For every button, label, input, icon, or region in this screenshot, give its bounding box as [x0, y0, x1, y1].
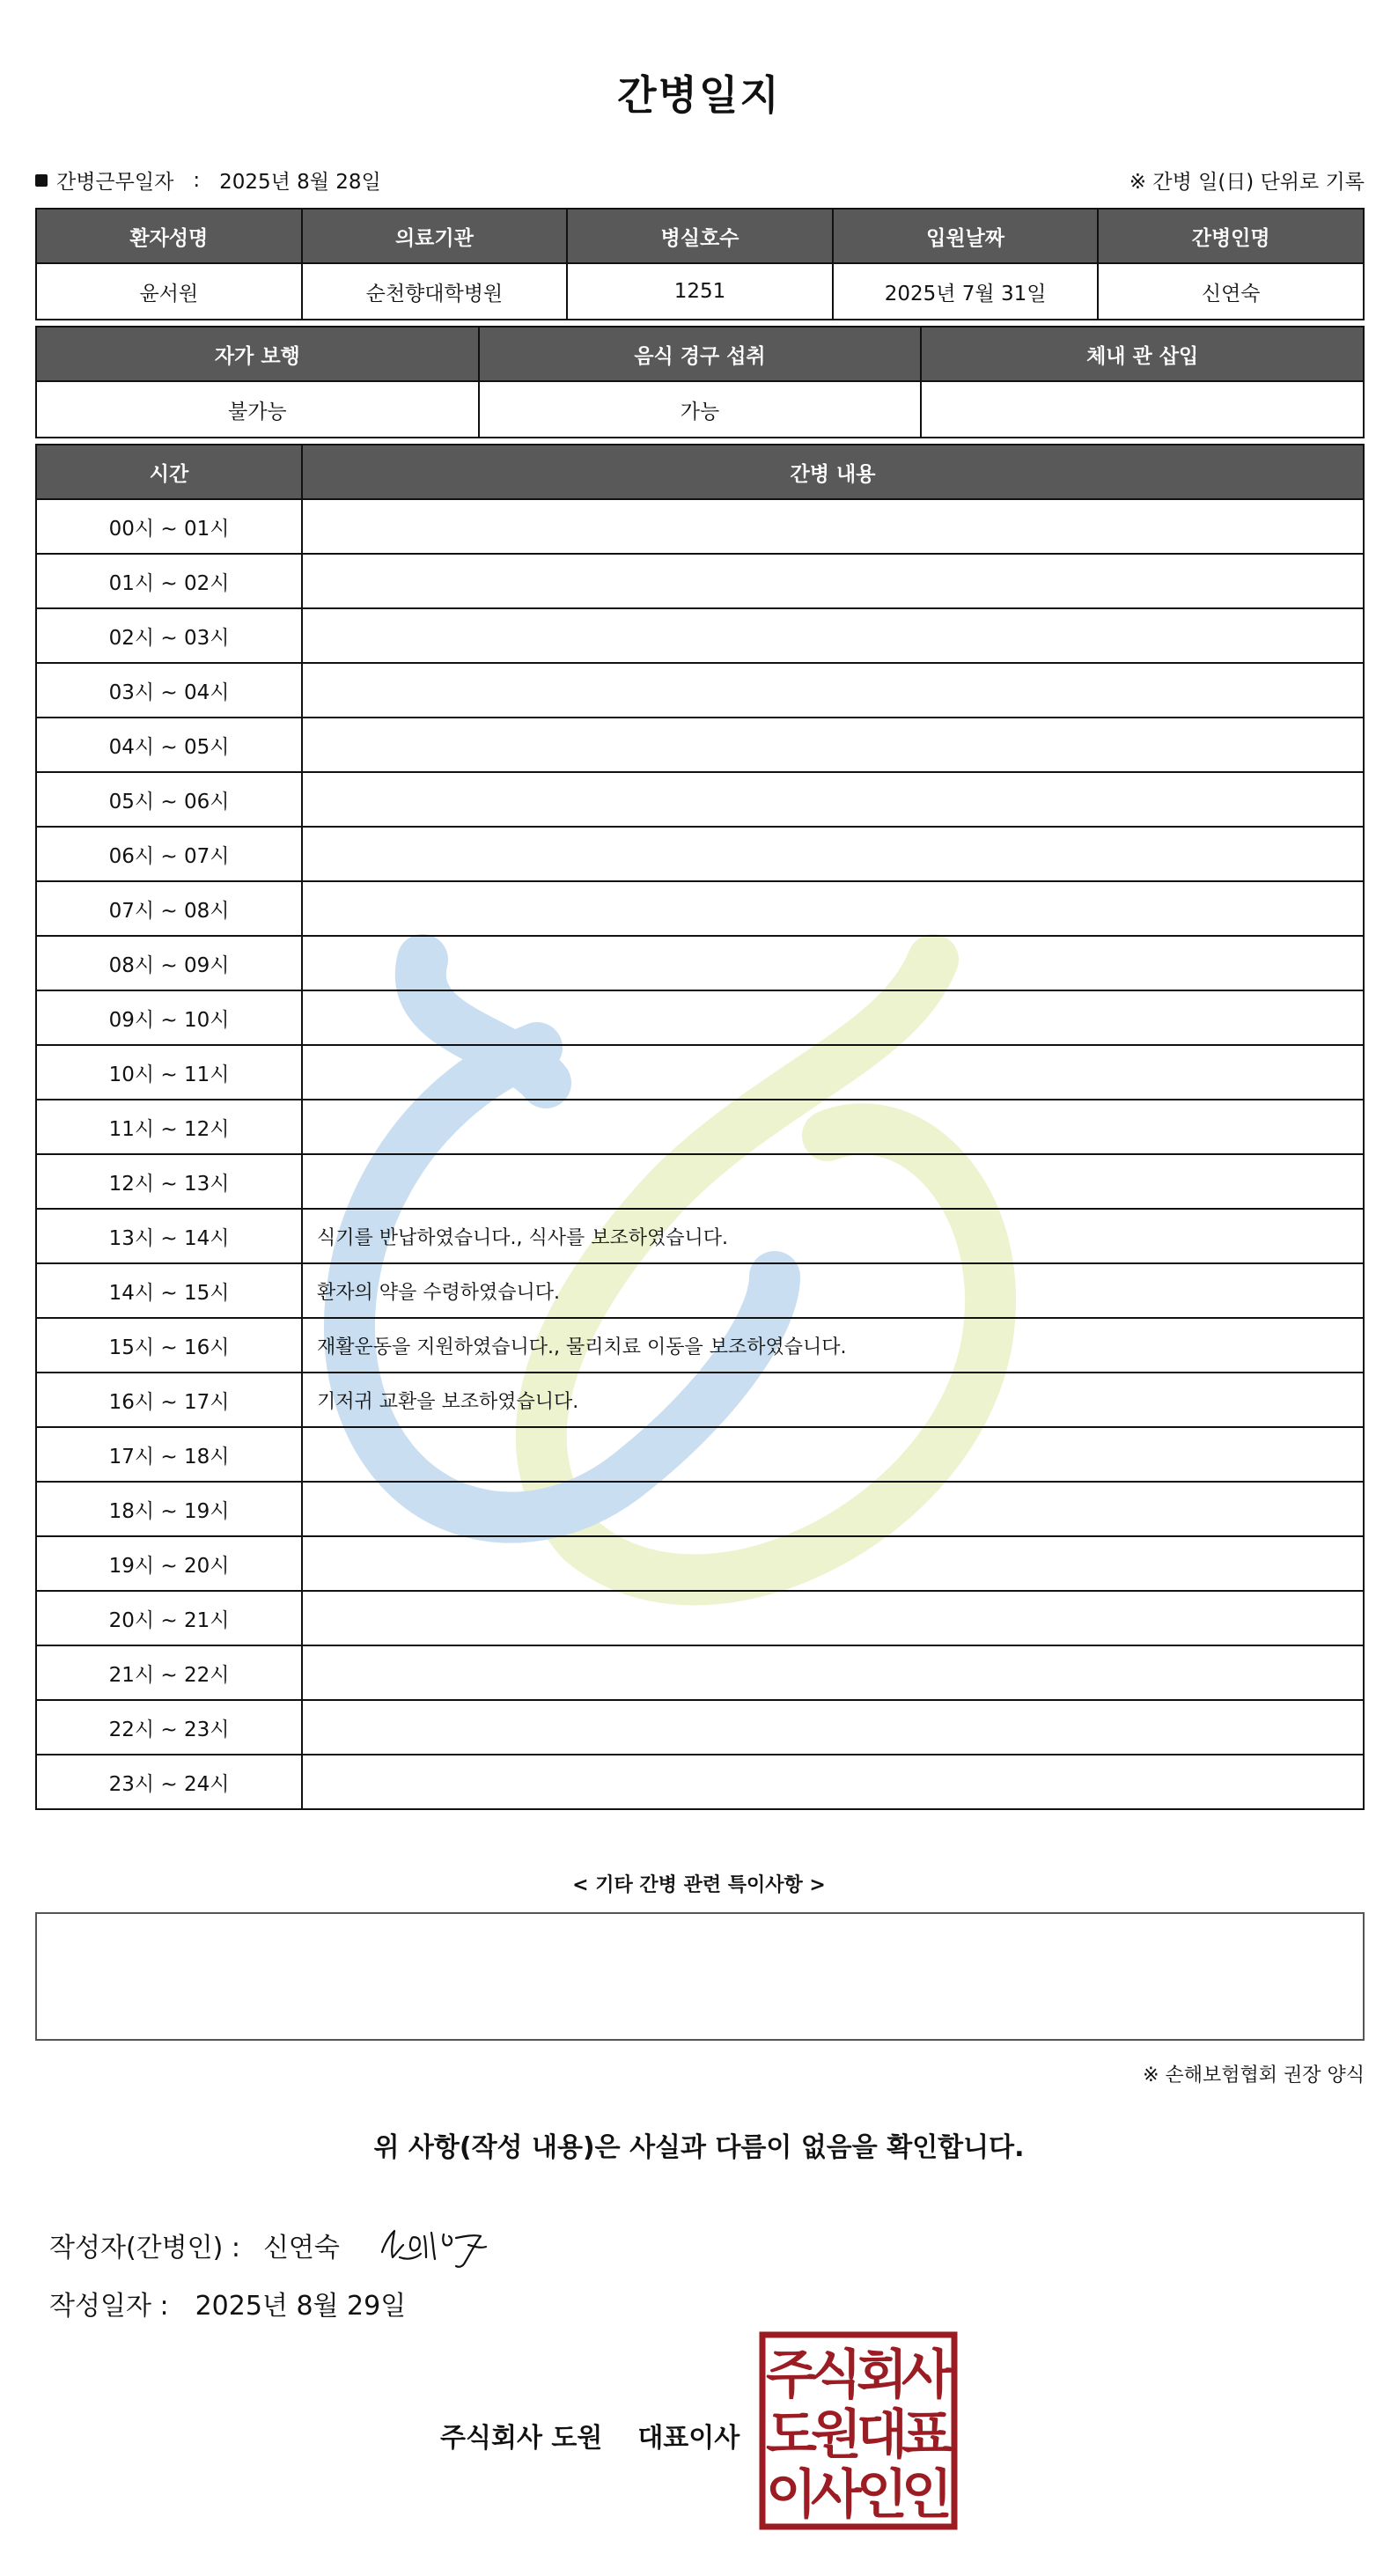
care-log-content [302, 1755, 1364, 1809]
care-log-time: 17시 ~ 18시 [36, 1427, 302, 1482]
care-log-content [302, 1045, 1364, 1100]
patient-info-table [35, 208, 1365, 320]
care-log-content [302, 1645, 1364, 1700]
care-log-row [36, 1645, 1364, 1700]
care-log-time: 22시 ~ 23시 [36, 1700, 302, 1755]
care-log-time: 18시 ~ 19시 [36, 1482, 302, 1536]
svg-text:사: 사 [901, 2344, 953, 2406]
care-log-body [36, 499, 1364, 1809]
care-log-time: 05시 ~ 06시 [36, 772, 302, 827]
square-bullet-icon [35, 174, 48, 187]
care-log-content [302, 608, 1364, 663]
care-log-content [302, 499, 1364, 554]
care-log-row [36, 1427, 1364, 1482]
care-log-row [36, 499, 1364, 554]
care-log-row [36, 827, 1364, 881]
care-log-time: 15시 ~ 16시 [36, 1318, 302, 1373]
care-log-row [36, 1755, 1364, 1809]
care-log-time: 13시 ~ 14시 [36, 1209, 302, 1263]
ability-header-row [36, 327, 1364, 381]
header-caregiver-name: 간병인명 [1098, 209, 1364, 263]
care-log-time: 11시 ~ 12시 [36, 1100, 302, 1154]
admission-date: 2025년 7월 31일 [833, 263, 1099, 320]
care-log-row [36, 1318, 1364, 1373]
patient-ability-table [35, 326, 1365, 438]
care-log-row [36, 772, 1364, 827]
care-log-row [36, 1263, 1364, 1318]
handwritten-signature [373, 2219, 497, 2271]
header-patient-name: 환자성명 [36, 209, 302, 263]
oral-intake-value: 가능 [479, 381, 922, 438]
care-log-content [302, 936, 1364, 990]
care-log-row [36, 936, 1364, 990]
care-log-content [302, 1427, 1364, 1482]
patient-name: 윤서원 [36, 263, 302, 320]
svg-text:식: 식 [811, 2344, 862, 2406]
svg-text:인: 인 [901, 2464, 953, 2526]
care-log-time: 12시 ~ 13시 [36, 1154, 302, 1209]
svg-text:주: 주 [766, 2344, 817, 2406]
write-date-value: 2025년 8월 29일 [195, 2291, 407, 2322]
care-log-time: 03시 ~ 04시 [36, 663, 302, 718]
care-log-row [36, 1209, 1364, 1263]
care-log-row [36, 1045, 1364, 1100]
care-log-content: 식기를 반납하였습니다., 식사를 보조하였습니다. [302, 1209, 1364, 1263]
patient-info-header-row [36, 209, 1364, 263]
care-log-content [302, 554, 1364, 608]
work-date-line [35, 166, 1365, 194]
care-log-content: 환자의 약을 수령하였습니다. [302, 1263, 1364, 1318]
care-log-row [36, 1591, 1364, 1645]
work-date [35, 166, 381, 195]
write-date-line [49, 2284, 406, 2322]
care-log-time: 07시 ~ 08시 [36, 881, 302, 936]
care-log-row [36, 1373, 1364, 1427]
room-number: 1251 [567, 263, 833, 320]
header-self-walking: 자가 보행 [36, 327, 479, 381]
hospital-name: 순천향대학병원 [302, 263, 568, 320]
caregiver-name: 신연숙 [1098, 263, 1364, 320]
unit-note: ※ 간병 일(日) 단위로 기록 [1129, 171, 1365, 194]
care-log-content: 기저귀 교환을 보조하였습니다. [302, 1373, 1364, 1427]
care-log-time: 19시 ~ 20시 [36, 1536, 302, 1591]
care-log-time: 02시 ~ 03시 [36, 608, 302, 663]
care-log-time: 10시 ~ 11시 [36, 1045, 302, 1100]
work-date-separator: : [193, 168, 201, 192]
header-time: 시간 [36, 445, 302, 499]
care-log-time: 04시 ~ 05시 [36, 718, 302, 772]
svg-text:도: 도 [766, 2404, 817, 2466]
header-care-content: 간병 내용 [302, 445, 1364, 499]
care-log-row [36, 1482, 1364, 1536]
header-hospital: 의료기관 [302, 209, 568, 263]
care-log-row [36, 663, 1364, 718]
work-date-label: 간병근무일자 [56, 171, 174, 194]
svg-text:사: 사 [811, 2464, 862, 2526]
care-log-content [302, 1536, 1364, 1591]
care-log-time: 08시 ~ 09시 [36, 936, 302, 990]
care-log-time: 23시 ~ 24시 [36, 1755, 302, 1809]
care-log-row [36, 881, 1364, 936]
care-log-row [36, 1700, 1364, 1755]
svg-text:회: 회 [857, 2344, 908, 2406]
care-log-time: 09시 ~ 10시 [36, 990, 302, 1045]
care-log-row [36, 1100, 1364, 1154]
care-log-content [302, 718, 1364, 772]
self-walking-value: 불가능 [36, 381, 479, 438]
svg-text:원: 원 [811, 2404, 862, 2466]
care-log-time: 14시 ~ 15시 [36, 1263, 302, 1318]
company-line [440, 2416, 739, 2455]
care-log-time: 20시 ~ 21시 [36, 1591, 302, 1645]
writer-name: 신연숙 [262, 2233, 340, 2263]
care-log-content [302, 881, 1364, 936]
care-log-content [302, 1591, 1364, 1645]
care-log-time: 21시 ~ 22시 [36, 1645, 302, 1700]
care-log-content: 재활운동을 지원하였습니다., 물리치료 이동을 보조하였습니다. [302, 1318, 1364, 1373]
notes-title: < 기타 간병 관련 특이사항 > [572, 1874, 826, 1896]
writer-label: 작성자(간병인) : [49, 2233, 240, 2263]
company-seal-stamp [759, 2331, 958, 2530]
care-log-content [302, 990, 1364, 1045]
svg-text:표: 표 [901, 2404, 953, 2466]
svg-text:이: 이 [766, 2464, 817, 2526]
care-log-time: 16시 ~ 17시 [36, 1373, 302, 1427]
care-log-content [302, 827, 1364, 881]
care-log-content [302, 1700, 1364, 1755]
care-log-header-row [36, 445, 1364, 499]
care-log-row [36, 990, 1364, 1045]
care-log-content [302, 772, 1364, 827]
care-log-row [36, 718, 1364, 772]
care-log-row [36, 554, 1364, 608]
care-log-time: 00시 ~ 01시 [36, 499, 302, 554]
care-log-row [36, 1154, 1364, 1209]
svg-text:인: 인 [857, 2464, 908, 2526]
care-log-content [302, 1154, 1364, 1209]
svg-text:대: 대 [857, 2404, 908, 2466]
care-log-row [36, 608, 1364, 663]
ability-value-row [36, 381, 1364, 438]
care-log-row [36, 1536, 1364, 1591]
care-log-time: 06시 ~ 07시 [36, 827, 302, 881]
tube-insertion-value [921, 381, 1364, 438]
company-ceo-title: 대표이사 [637, 2423, 740, 2454]
header-room-number: 병실호수 [567, 209, 833, 263]
page-title: 간병일지 [617, 71, 781, 119]
notes-box [35, 1912, 1365, 2041]
header-oral-intake: 음식 경구 섭취 [479, 327, 922, 381]
header-tube-insertion: 체내 관 삽입 [921, 327, 1364, 381]
confirmation-statement: 위 사항(작성 내용)은 사실과 다름이 없음을 확인합니다. [373, 2132, 1025, 2163]
write-date-label: 작성일자 : [49, 2291, 169, 2322]
patient-info-value-row [36, 263, 1364, 320]
care-log-content [302, 1482, 1364, 1536]
header-admission-date: 입원날짜 [833, 209, 1099, 263]
association-note: ※ 손해보험협회 권장 양식 [1143, 2064, 1365, 2087]
care-log-content [302, 663, 1364, 718]
writer-line [49, 2219, 497, 2271]
company-name: 주식회사 도원 [440, 2423, 603, 2454]
work-date-value: 2025년 8월 28일 [219, 171, 381, 194]
care-log-content [302, 1100, 1364, 1154]
care-log-time: 01시 ~ 02시 [36, 554, 302, 608]
care-log-table [35, 444, 1365, 1810]
